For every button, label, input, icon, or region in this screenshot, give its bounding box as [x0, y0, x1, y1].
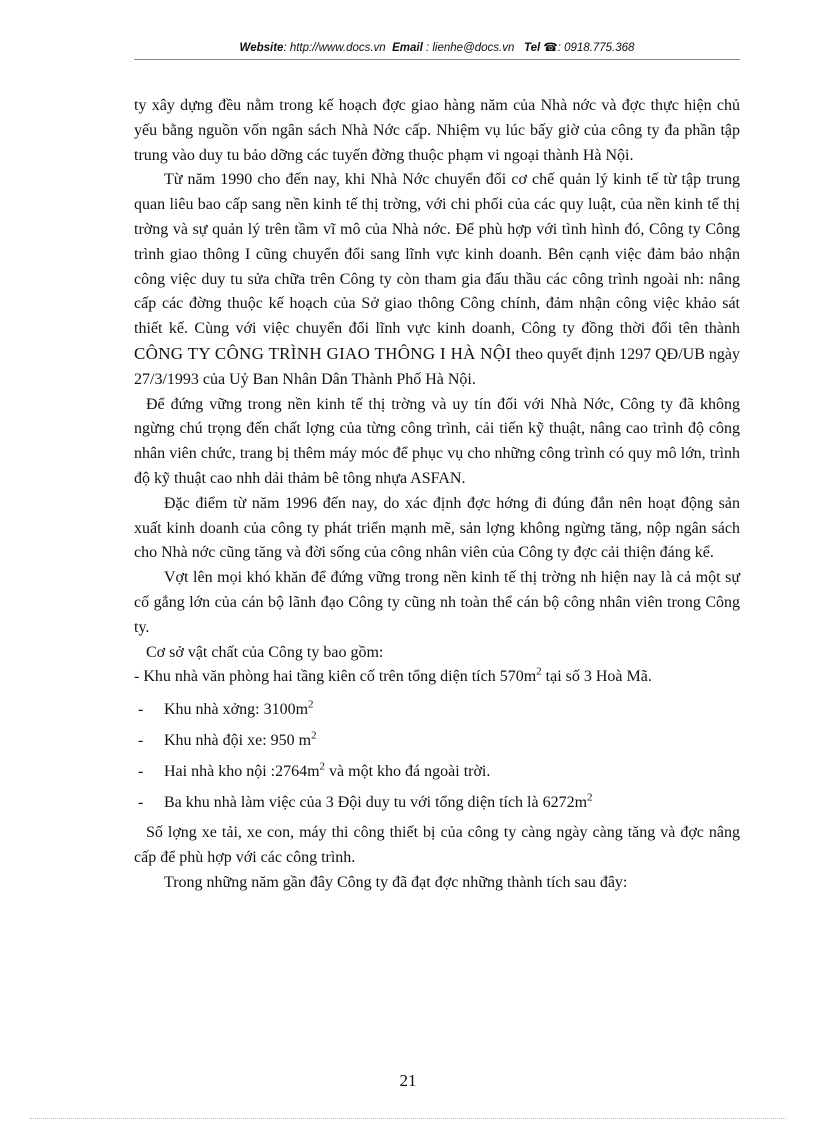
list-item-text: Ba khu nhà làm việc của 3 Đội duy tu với tổng diện tích là 6272m	[164, 793, 588, 811]
superscript: 2	[536, 666, 542, 678]
bullet-dash: -	[138, 701, 144, 719]
page-header	[134, 40, 740, 54]
paragraph-2	[134, 168, 740, 392]
tel-value: : 0918.775.368	[557, 42, 635, 54]
list-item-tail: và một kho đá ngoài trời.	[325, 762, 491, 780]
paragraph-7	[134, 665, 740, 690]
paragraph-2-text: Từ năm 1990 cho đến nay, khi Nhà Nớc chuyển đổi cơ chế quản lý kinh tế từ tập trung quan liêu bao cấp sang nền kinh tế thị trờng, với chi phối của các quy luật, của nền kinh tế thị trờng và sự quản lý trên tầm vĩ mô của Nhà nớc. Để phù hợp với tình hình đó, Công ty Công trình giao thông I cũng chuyển đổi sang lĩnh vực kinh doanh. Bên cạnh việc đảm bảo nhận công việc duy tu sửa chữa trên Công ty còn tham gia đấu thầu các công trình ngoài nh: nâng cấp các đờng thuộc kế hoạch của Sở giao thông Công chính, đảm nhận công việc khảo sát thiết kế. Cùng với việc chuyển đổi lĩnh vực kinh doanh, Công ty đồng thời đổi tên thành	[134, 171, 740, 338]
paragraph-5: Vợt lên mọi khó khăn để đứng vững trong nền kinh tế thị trờng nh hiện nay là cả một sự cố gắng lớn của cán bộ lãnh đạo Công ty cũng nh toàn thể cán bộ công nhân viên trong Công ty.	[134, 569, 740, 636]
email-label: Email	[392, 42, 423, 54]
paragraph-9: Trong những năm gần đây Công ty đã đạt đợc những thành tích sau đây:	[164, 873, 628, 891]
bullet-dash: -	[138, 793, 144, 811]
superscript: 2	[319, 760, 326, 773]
document-body	[134, 94, 740, 896]
header-divider	[134, 59, 740, 60]
paragraph-2-tail: theo quyết định 1297 QĐ/UB ngày 27/3/1993 của Uỷ Ban Nhân Dân Thành Phố Hà Nội.	[134, 345, 741, 388]
paragraph-3: Để đứng vững trong nền kinh tế thị trờng và uy tín đối với Nhà Nớc, Công ty đã không ngừng chú trọng đến chất lợng của từng công trình, cải tiến kỹ thuật, nâng cao trình độ công nhân viên chức, trang bị thêm máy móc để phục vụ cho những công trình có quy mô lớn, trình độ kỹ thuật cao nhh dải thảm bê tông nhựa ASFAN.	[134, 395, 740, 487]
list-item	[134, 729, 740, 754]
paragraph-6: Cơ sở vật chất của Công ty bao gồm:	[146, 643, 384, 661]
superscript: 2	[587, 791, 593, 804]
paragraph-4: Đặc điểm từ năm 1996 đến nay, do xác định đợc hớng đi đúng đắn nên hoạt động sản xuất kinh doanh của công ty phát triển mạnh mẽ, sản lợng không ngừng tăng, nộp ngân sách cho Nhà nớc cũng tăng và đời sống của công nhân viên của Công ty đợc cải thiện đáng kể.	[134, 494, 740, 562]
superscript: 2	[311, 729, 317, 742]
website-value: : http://www.docs.vn	[283, 42, 386, 54]
office-line: - Khu nhà văn phòng hai tầng kiên cố trên tổng diện tích 570m	[134, 668, 537, 686]
list-item-text: Hai nhà kho nội :2764m	[164, 762, 320, 780]
email-value: : lienhe@docs.vn	[425, 42, 515, 54]
office-line-tail: tại số 3 Hoà Mã.	[541, 668, 652, 686]
tel-label: Tel	[523, 42, 541, 54]
paragraph-1: ty xây dựng đều nằm trong kế hoạch đợc giao hàng năm của Nhà nớc và đợc thực hiện chủ yếu bằng nguồn vốn ngân sách Nhà Nớc cấp. Nhiệm vụ lúc bấy giờ của công ty đa phần tập trung vào duy tu bảo dỡng các tuyến đờng thuộc phạm vi ngoại thành Hà Nội.	[134, 97, 740, 164]
phone-icon: ☎	[543, 42, 558, 54]
list-item-text: Khu nhà đội xe: 950 m	[164, 731, 312, 749]
list-item	[134, 760, 740, 785]
page-number: 21	[399, 1071, 417, 1090]
website-label: Website	[239, 42, 284, 54]
bullet-dash: -	[138, 731, 144, 749]
list-item-text: Khu nhà xởng: 3100m	[164, 701, 309, 719]
superscript: 2	[308, 698, 314, 711]
company-name: CÔNG TY CÔNG TRÌNH GIAO THÔNG I HÀ NỘI	[134, 343, 512, 363]
page-bottom-border	[30, 1118, 786, 1119]
list-item	[134, 791, 740, 816]
list-item	[134, 698, 740, 723]
paragraph-8: Số lợng xe tải, xe con, máy thi công thiết bị của công ty càng ngày càng tăng và đợc nâng cấp để phù hợp với các công trình.	[134, 824, 740, 867]
bullet-dash: -	[138, 762, 144, 780]
